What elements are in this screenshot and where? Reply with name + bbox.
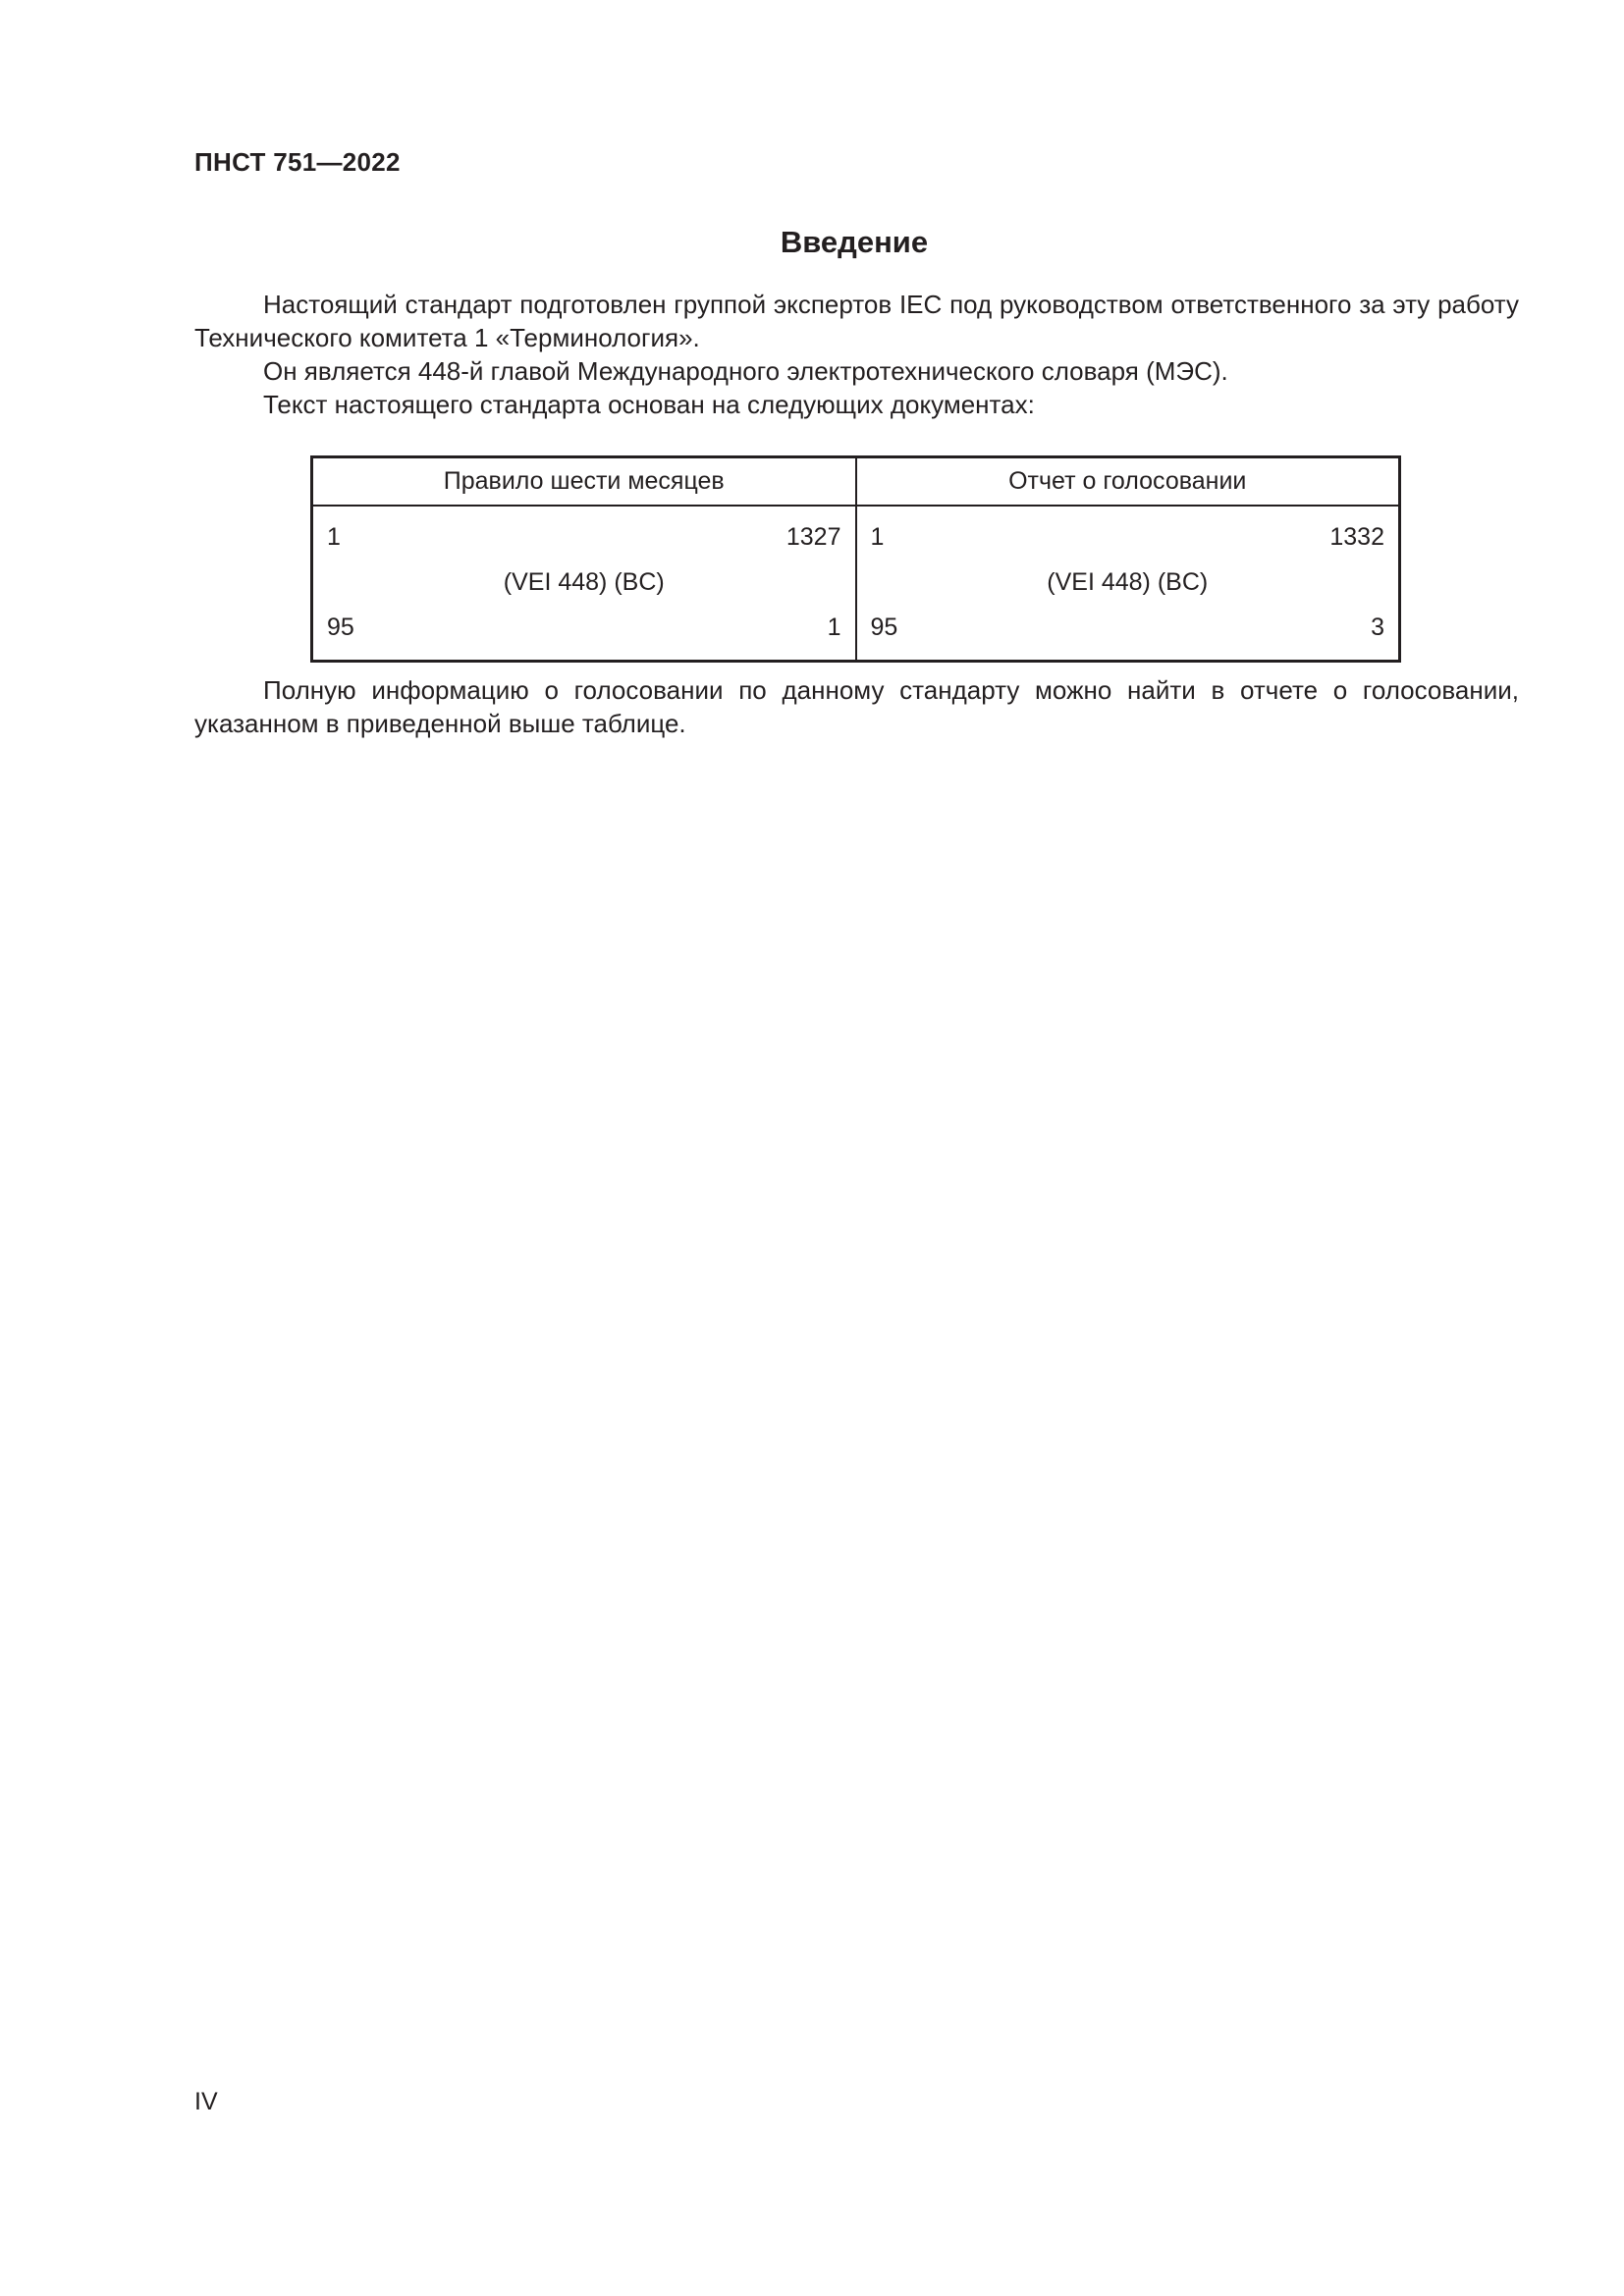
documents-table [310,455,1401,663]
cell-value: 3 [1371,613,1384,641]
outro-paragraph: Полную информацию о голосовании по данному стандарту можно найти в отчете о голосовании, указанном в приведенной выше таблице. [194,675,1519,738]
cell-value: (VEI 448) (BC) [503,567,665,596]
table-header-six-month-rule: Правило шести месяцев [312,457,856,507]
cell-value: 1 [827,613,841,641]
cell-value: 95 [870,613,898,641]
intro-paragraph: Текст настоящего стандарта основан на следующих документах: [263,390,1035,419]
cell-value: (VEI 448) (BC) [1047,567,1209,596]
outro-text [194,673,1519,740]
table-cell-voting-report [856,506,1400,662]
intro-text [194,288,1519,421]
intro-paragraph: Настоящий стандарт подготовлен группой экспертов IEC под руководством ответственного за эту работу Технического комитета 1 «Терминология». [194,290,1519,352]
cell-value: 95 [327,613,354,641]
cell-value: 1332 [1329,522,1384,551]
table-header-voting-report: Отчет о голосовании [856,457,1400,507]
cell-value: 1 [327,522,341,551]
section-title: Введение [780,225,929,259]
intro-paragraph: Он является 448-й главой Международного электротехнического словаря (МЭС). [263,356,1228,386]
document-code: ПНСТ 751—2022 [194,147,401,177]
cell-value: 1 [870,522,885,551]
page-number: IV [194,2088,218,2115]
table-cell-six-month-rule [312,506,856,662]
cell-value: 1327 [785,522,841,551]
